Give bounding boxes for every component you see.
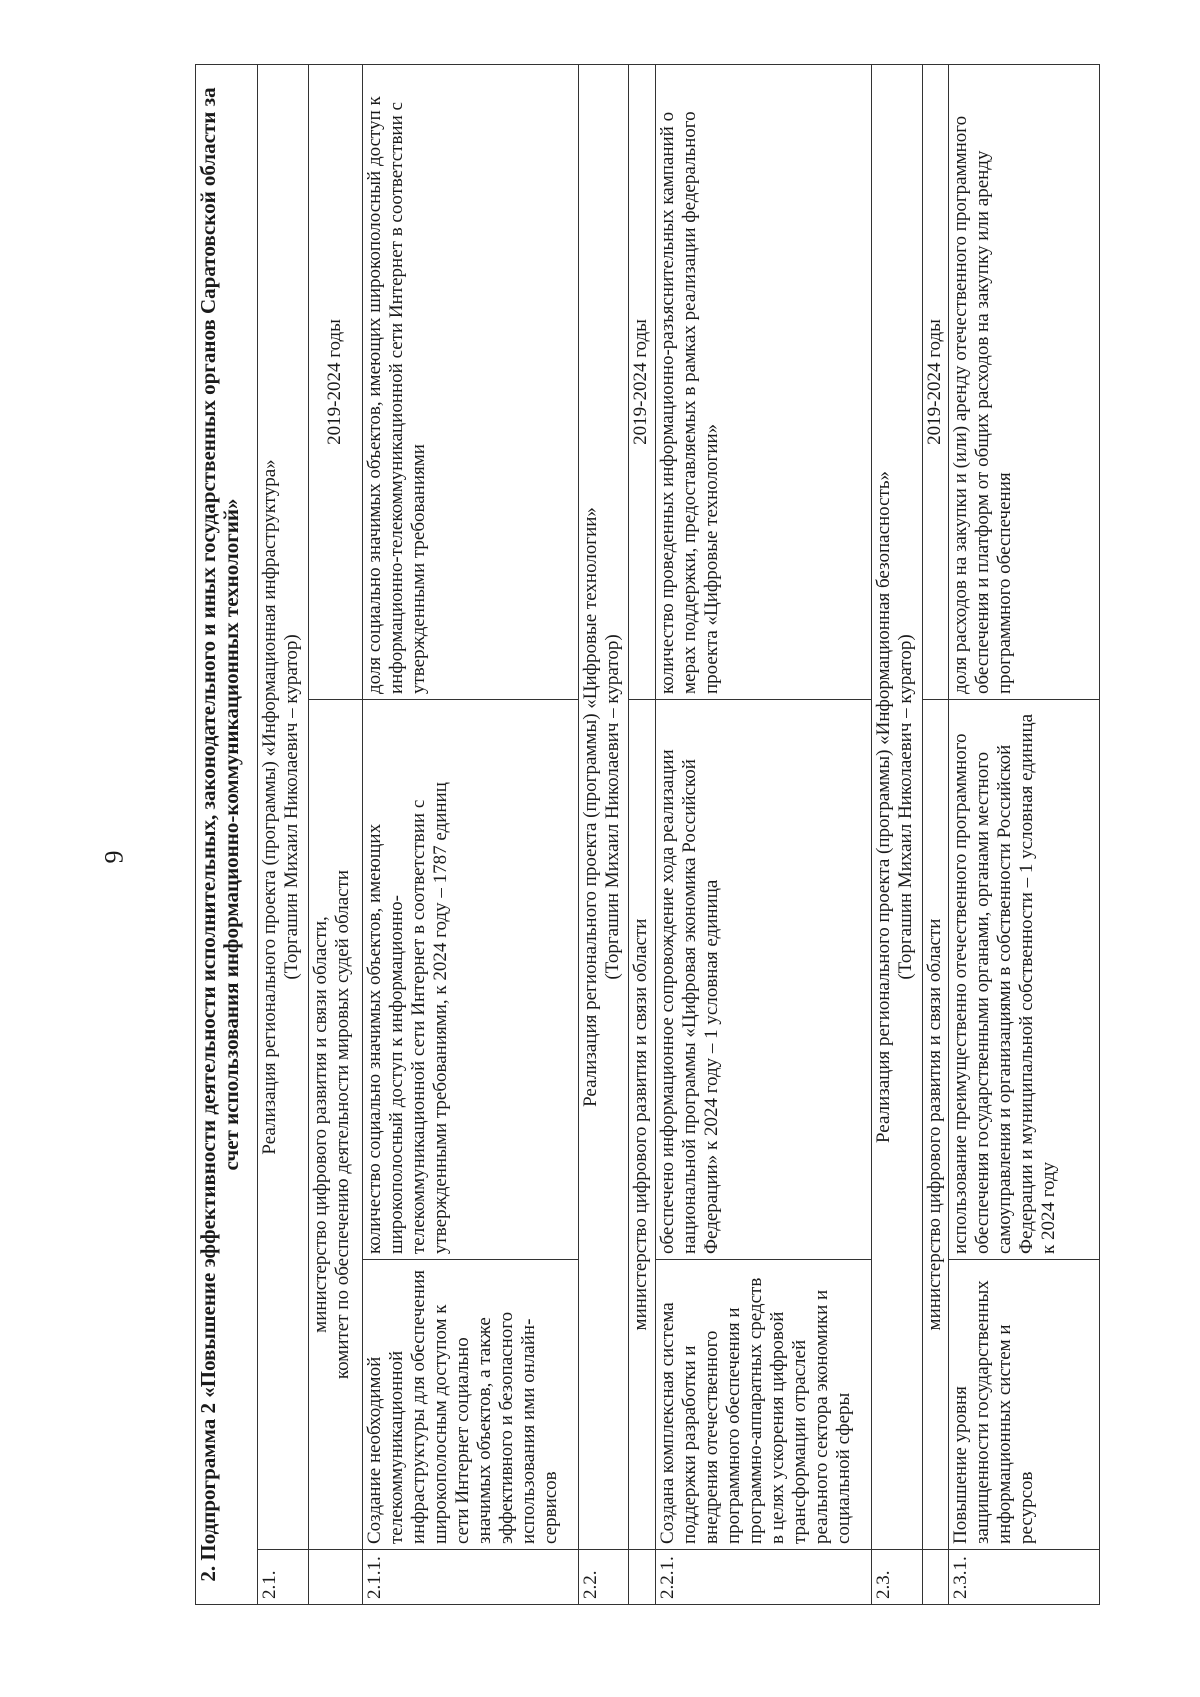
- project-title: Реализация регионального проекта (программы) «Информационная безопасность»: [873, 470, 895, 1144]
- project-curator: (Торгашин Михаил Николаевич – куратор): [601, 634, 623, 980]
- item-indicator: [362, 64, 578, 699]
- executor-cell: министерство цифрового развития и связи области: [629, 700, 656, 1550]
- item-number: 2.3.1.: [949, 1550, 1100, 1605]
- item-number: 2.1.1.: [362, 1550, 578, 1605]
- period-cell: 2019-2024 годы: [308, 64, 362, 699]
- period-cell: 2019-2024 годы: [922, 64, 949, 699]
- executor-row: [629, 64, 656, 1604]
- executor-row: [922, 64, 949, 1604]
- rotated-table-wrapper: [195, 65, 1100, 1605]
- item-task: Повышение уровня защищенности государственных информационных систем и ресурсов: [949, 1260, 1100, 1550]
- item-result: использование преимущественно отечественного программного обеспечения государственными органами, органами местного самоуправления и организациями в собственности Российской Федерации и муниципальной собственности – 1 условная единица к 2024 году: [949, 700, 1100, 1260]
- section-row: [872, 64, 923, 1604]
- section-project: [872, 64, 923, 1549]
- item-result: количество социально значимых объектов, имеющих широкополосный доступ к информационно-телекоммуникационной сети Интернет в соответствии с утвержденными требованиями, к 2024 году – 1787 единиц: [362, 700, 578, 1260]
- item-result: обеспечено информационное сопровождение хода реализации национальной программы «Цифровая экономика Российской Федерации» к 2024 году – 1 условная единица: [656, 700, 872, 1260]
- indicator-text: доля социально значимых объектов, имеющих широкополосный доступ к информационно-телекоммуникационной сети Интернет в соответствии с утвержденными требованиями: [363, 96, 429, 694]
- section-project: [258, 64, 309, 1549]
- item-row: [949, 64, 1100, 1604]
- section-number: 2.2.: [578, 1550, 629, 1605]
- page-number: 9: [99, 850, 129, 864]
- subprogram-header-row: [196, 64, 258, 1604]
- project-title: Реализация регионального проекта (программы) «Информационная инфраструктура»: [259, 459, 281, 1155]
- empty-cell: [922, 1550, 949, 1605]
- executor-text: министерство цифрового развития и связи области,: [309, 916, 331, 1333]
- period-cell: 2019-2024 годы: [629, 64, 656, 699]
- project-curator: (Торгашин Михаил Николаевич – куратор): [895, 634, 917, 980]
- item-task: Создана комплексная система поддержки разработки и внедрения отечественного программного обеспечения и программно-аппаратных средств в целях ускорения цифровой трансформации отраслей реального сектора экономики и социальной сферы: [656, 1260, 872, 1550]
- item-indicator: доля расходов на закупки и (или) аренду отечественного программного обеспечения и платформ от общих расходов на закупку или аренду программного обеспечения: [949, 64, 1100, 699]
- item-row: [362, 64, 578, 1604]
- project-title: Реализация регионального проекта (программы) «Цифровые технологии»: [579, 507, 601, 1107]
- section-row: [258, 64, 309, 1604]
- section-row: [578, 64, 629, 1604]
- executor-cell: [308, 700, 362, 1550]
- subprogram-title: 2. Подпрограмма 2 «Повышение эффективности деятельности исполнительных, законодательного и иных государственных органов Саратовской области за счет использования информационно-коммуникационных технологий»: [196, 64, 258, 1604]
- section-number: 2.1.: [258, 1550, 309, 1605]
- section-number: 2.3.: [872, 1550, 923, 1605]
- subprogram-table: [195, 64, 1100, 1605]
- item-task: Создание необходимой телекоммуникационной инфраструктуры для обеспечения широкополосным доступом к сети Интернет социально значимых объектов, а также эффективного и безопасного использования ими онлайн-сервисов: [362, 1260, 578, 1550]
- empty-cell: [308, 1550, 362, 1605]
- section-project: [578, 64, 629, 1549]
- item-number: 2.2.1.: [656, 1550, 872, 1605]
- project-curator: (Торгашин Михаил Николаевич – куратор): [281, 634, 303, 980]
- executor-row: [308, 64, 362, 1604]
- executor-cell: министерство цифрового развития и связи области: [922, 700, 949, 1550]
- item-indicator: количество проведенных информационно-разъяснительных кампаний о мерах поддержки, предоставляемых в рамках реализации федерального проекта «Цифровые технологии»: [656, 64, 872, 699]
- empty-cell: [629, 1550, 656, 1605]
- item-row: [656, 64, 872, 1604]
- executor-text-2: комитет по обеспечению деятельности мировых судей области: [331, 869, 353, 1380]
